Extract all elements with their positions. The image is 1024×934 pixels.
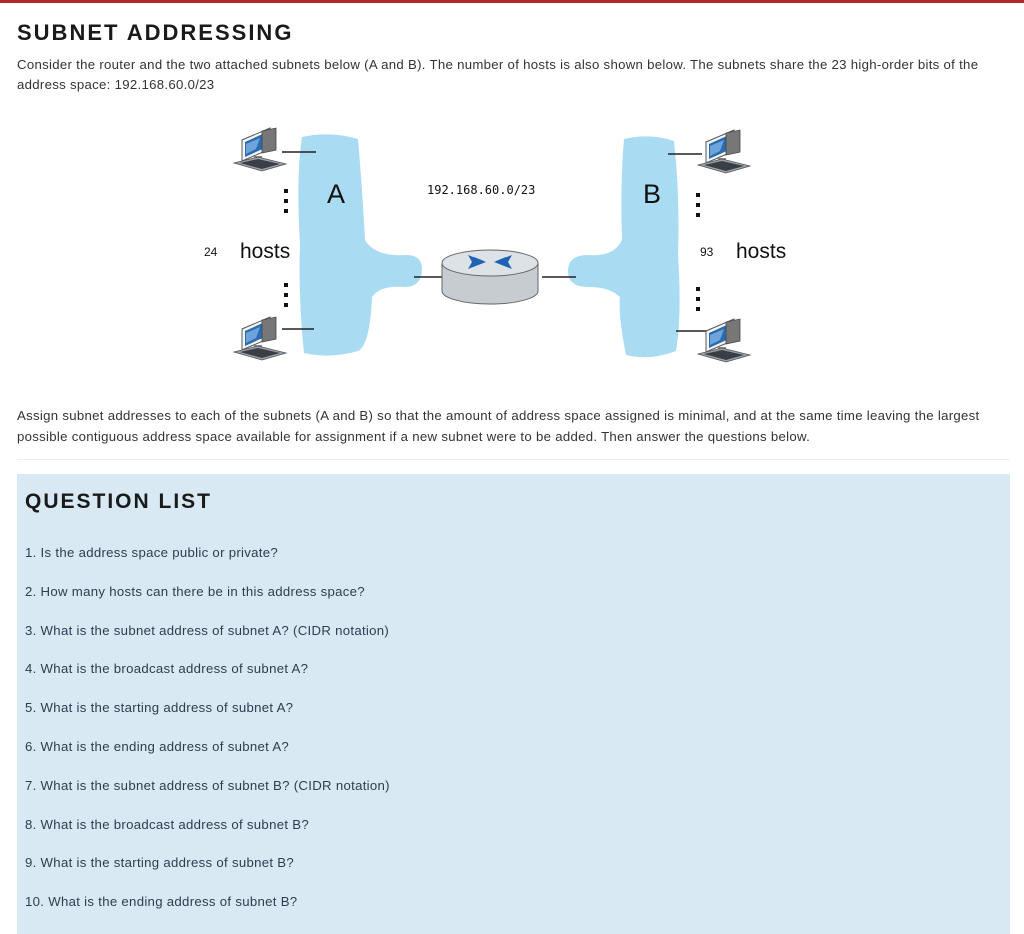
subnet-b-label: B — [643, 179, 662, 209]
hosts-b-text: hosts — [736, 240, 787, 263]
page-title: SUBNET ADDRESSING — [17, 20, 294, 45]
question-list-title: QUESTION LIST — [25, 490, 213, 513]
question-item: 1. Is the address space public or private? — [25, 545, 279, 560]
question-item: 10. What is the ending address of subnet B? — [25, 894, 298, 910]
assignment-text: Assign subnet addresses to each of the subnets (A and B) so that the amount of address space assigned is minimal, and at the same time leaving the largest possible contiguous address space available for assignment if a new subnet were to be added. Then answer the questions below. — [17, 408, 980, 444]
question-list-panel — [17, 474, 1010, 934]
subnet-a-cloud — [298, 134, 422, 355]
question-list — [25, 544, 390, 932]
question-item: 8. What is the broadcast address of subnet B? — [25, 816, 309, 832]
computer-icon — [698, 130, 750, 173]
subnet-b-cloud — [568, 136, 680, 357]
computer-icon — [234, 317, 286, 360]
question-item: 6. What is the ending address of subnet A? — [25, 738, 290, 754]
hosts-a-count: 24 — [204, 245, 218, 259]
question-item: 9. What is the starting address of subnet B? — [25, 855, 295, 871]
computer-icon — [698, 319, 750, 362]
router-icon — [442, 250, 538, 304]
question-item: 7. What is the subnet address of subnet B? (CIDR notation) — [25, 777, 390, 793]
question-item: 5. What is the starting address of subnet A? — [25, 700, 294, 716]
intro-text: Consider the router and the two attached subnets below (A and B). The number of hosts is also shown below. The subnets share the 23 high-order bits of the address space: 192.168.60.0/23 — [17, 57, 979, 92]
network-diagram — [190, 115, 810, 375]
computer-icon — [234, 128, 286, 171]
divider — [17, 459, 1010, 460]
subnet-a-label: A — [327, 179, 346, 209]
question-item: 4. What is the broadcast address of subnet A? — [25, 661, 309, 677]
hosts-b-count: 93 — [700, 245, 714, 259]
hosts-a-text: hosts — [240, 240, 291, 263]
question-item: 3. What is the subnet address of subnet A? (CIDR notation) — [25, 622, 390, 638]
question-item: 2. How many hosts can there be in this address space? — [25, 583, 365, 599]
address-label: 192.168.60.0/23 — [427, 183, 536, 197]
